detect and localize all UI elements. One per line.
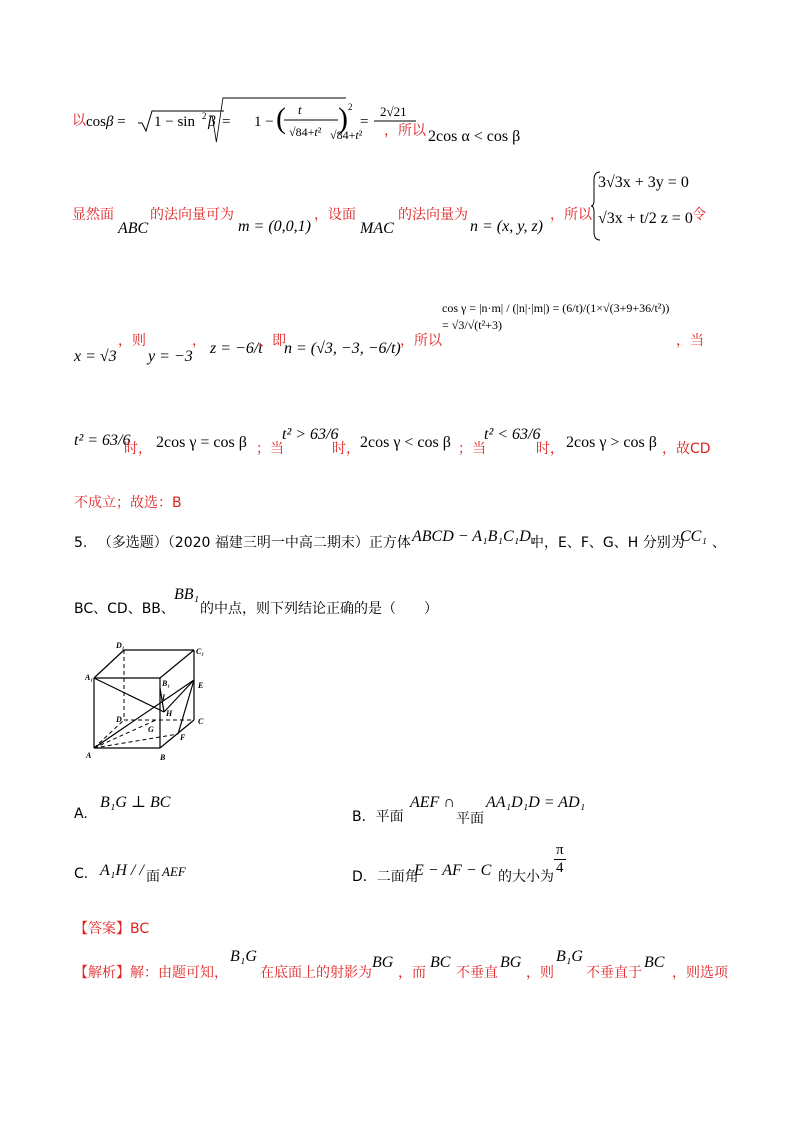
analysis-then: ，则 <box>526 965 554 981</box>
y-value: y = −3 <box>148 348 193 365</box>
option-b-mid: 平面 <box>456 811 484 827</box>
line-1 <box>72 110 86 130</box>
vector-m: m = (0,0,1) <box>238 218 312 235</box>
label-c1: C₁ <box>196 647 205 656</box>
vector-n-value: n = (√3, −3, −6/t) <box>284 340 401 357</box>
option-c-tail: 面 <box>146 869 160 885</box>
text-comma: ， <box>192 333 206 349</box>
analysis-bg: BG <box>372 954 394 971</box>
label-c: C <box>198 717 204 726</box>
text-normal-vector: 的法向量可为 <box>150 207 234 223</box>
option-b-expr1: AEF ∩ <box>410 794 455 811</box>
analysis-not-perp-to: 不垂直于 <box>586 965 642 981</box>
svg-text:β: β <box>208 114 216 130</box>
label-h: H <box>166 709 173 718</box>
svg-text:t: t <box>298 102 302 117</box>
analysis-projection: 在底面上的射影为 <box>260 965 372 981</box>
question-number: 5. <box>74 535 88 551</box>
cos-beta-formula <box>86 96 416 154</box>
svg-text:1 −: 1 − <box>254 114 274 130</box>
system-eq-2: √3x + t/2 z = 0 <box>598 210 693 227</box>
question-source: （多选题）（2020 福建三明一中高二期末）正方体 <box>97 535 411 551</box>
option-a-expr: B₁G ⊥ BC <box>100 794 171 811</box>
option-c-expr2: AEF <box>162 864 186 879</box>
text-so: ，所以 <box>384 123 426 139</box>
segments-list: BC、CD、BB、 <box>74 601 175 617</box>
svg-text:cosβ =: cosβ = <box>86 114 126 130</box>
cube-name: ABCD − A₁B₁C₁D₁ <box>412 528 537 545</box>
denominator: √84+t² <box>330 128 363 142</box>
text-let-plane: ，设面 <box>314 207 356 223</box>
text-when: ，当 <box>676 333 704 349</box>
fraction-denominator: 4 <box>556 860 564 876</box>
label-e: E <box>198 681 204 690</box>
text-so-2: ，所以 <box>550 207 592 223</box>
vector-n: n = (x, y, z) <box>470 218 543 235</box>
answer: 【答案】BC <box>74 921 150 937</box>
segment-bb1: BB₁ <box>174 586 200 603</box>
text-i-e: ，即 <box>258 333 286 349</box>
result-3: 2cos γ > cos β <box>566 434 657 451</box>
analysis-bc2: BC <box>644 954 665 971</box>
svg-text:2√21: 2√21 <box>380 104 407 119</box>
result-2: 2cos γ < cos β <box>360 434 451 451</box>
text-let: 令 <box>692 207 706 223</box>
option-c-label: C. <box>74 866 89 882</box>
label-b: B <box>160 753 166 762</box>
condition-3: t² < 63/6 <box>484 426 541 443</box>
cos-gamma-formula: cos γ = |n·m| / (|n|·|m|) = (6/t)/(1×√(3+9+36/t²)) = √3/√(t²+3) <box>442 301 670 332</box>
label-d: D <box>116 715 122 724</box>
text-prefix: 以 <box>72 113 86 129</box>
option-d-fraction <box>554 842 566 877</box>
option-d-label: D．二面角 <box>352 869 419 885</box>
segment-cc1: CC₁ <box>680 528 707 545</box>
svg-text:2: 2 <box>202 111 207 121</box>
question-prompt: 的中点，则下列结论正确的是（ ） <box>200 601 438 617</box>
z-value: z = −6/t <box>210 340 263 357</box>
option-a-label: A. <box>74 806 88 822</box>
analysis-while: ，而 <box>398 965 426 981</box>
conclusion-text: 不成立；故选：B <box>74 495 182 511</box>
option-b-expr2: AA₁D₁D = AD₁ <box>486 794 586 811</box>
label-i: I <box>162 693 166 702</box>
analysis-option: ，则选项 <box>672 965 728 981</box>
fraction-numerator: π <box>556 842 564 858</box>
analysis-bg2: BG <box>500 954 522 971</box>
label-f: F <box>180 733 186 742</box>
result-1: 2cos γ = cos β <box>156 434 247 451</box>
analysis-intro: 【解析】解：由题可知， <box>74 965 228 981</box>
question-5-line1 <box>74 532 411 552</box>
svg-text:): ) <box>338 102 348 135</box>
analysis-bc: BC <box>430 954 451 971</box>
text-when-2: ；当 <box>256 441 284 457</box>
system-eq-1: 3√3x + 3y = 0 <box>598 174 689 191</box>
plane-mac: MAC <box>360 220 394 237</box>
label-b1: B₁ <box>162 679 171 688</box>
svg-text:=: = <box>360 114 369 130</box>
condition-1: t² = 63/6 <box>74 432 131 449</box>
label-a1: A₁ <box>85 673 94 682</box>
svg-text:1 − sin: 1 − sin <box>154 114 195 130</box>
midpoint-text: 中，E、F、G、H 分别为 <box>530 535 685 551</box>
text-obviously: 显然面 <box>72 207 114 223</box>
label-a: A <box>86 751 92 760</box>
separator: 、 <box>712 535 726 551</box>
cube-figure <box>84 640 224 768</box>
svg-text:(: ( <box>276 102 286 135</box>
option-d-expr: E − AF − C <box>414 862 492 879</box>
text-then: ，则 <box>118 333 146 349</box>
svg-text:2: 2 <box>348 102 353 112</box>
condition-2: t² > 63/6 <box>282 426 339 443</box>
text-time-1: 时， <box>124 441 152 457</box>
label-d1: D₁ <box>116 641 125 650</box>
option-c-expr: A₁H / / <box>100 862 144 879</box>
x-value: x = √3 <box>74 348 117 365</box>
text-normal-vector-2: 的法向量为 <box>398 207 468 223</box>
plane-abc: ABC <box>118 220 149 237</box>
text-when-3: ；当 <box>458 441 486 457</box>
text-time-2: 时， <box>332 441 360 457</box>
svg-text:=: = <box>222 114 231 130</box>
analysis-b1g: B₁G <box>230 948 257 965</box>
label-g: G <box>148 725 154 734</box>
analysis-b1g2: B₁G <box>556 948 583 965</box>
inequality-1: 2cos α < cos β <box>428 128 521 145</box>
analysis-not-perp: 不垂直 <box>456 965 498 981</box>
text-time-3: 时， <box>536 441 564 457</box>
option-d-mid: 的大小为 <box>498 869 554 885</box>
text-so-3: ，所以 <box>400 333 442 349</box>
option-b-label: B．平面 <box>352 809 404 825</box>
text-cd: ，故CD <box>662 441 711 457</box>
svg-text:√84+t²: √84+t² <box>289 125 322 139</box>
